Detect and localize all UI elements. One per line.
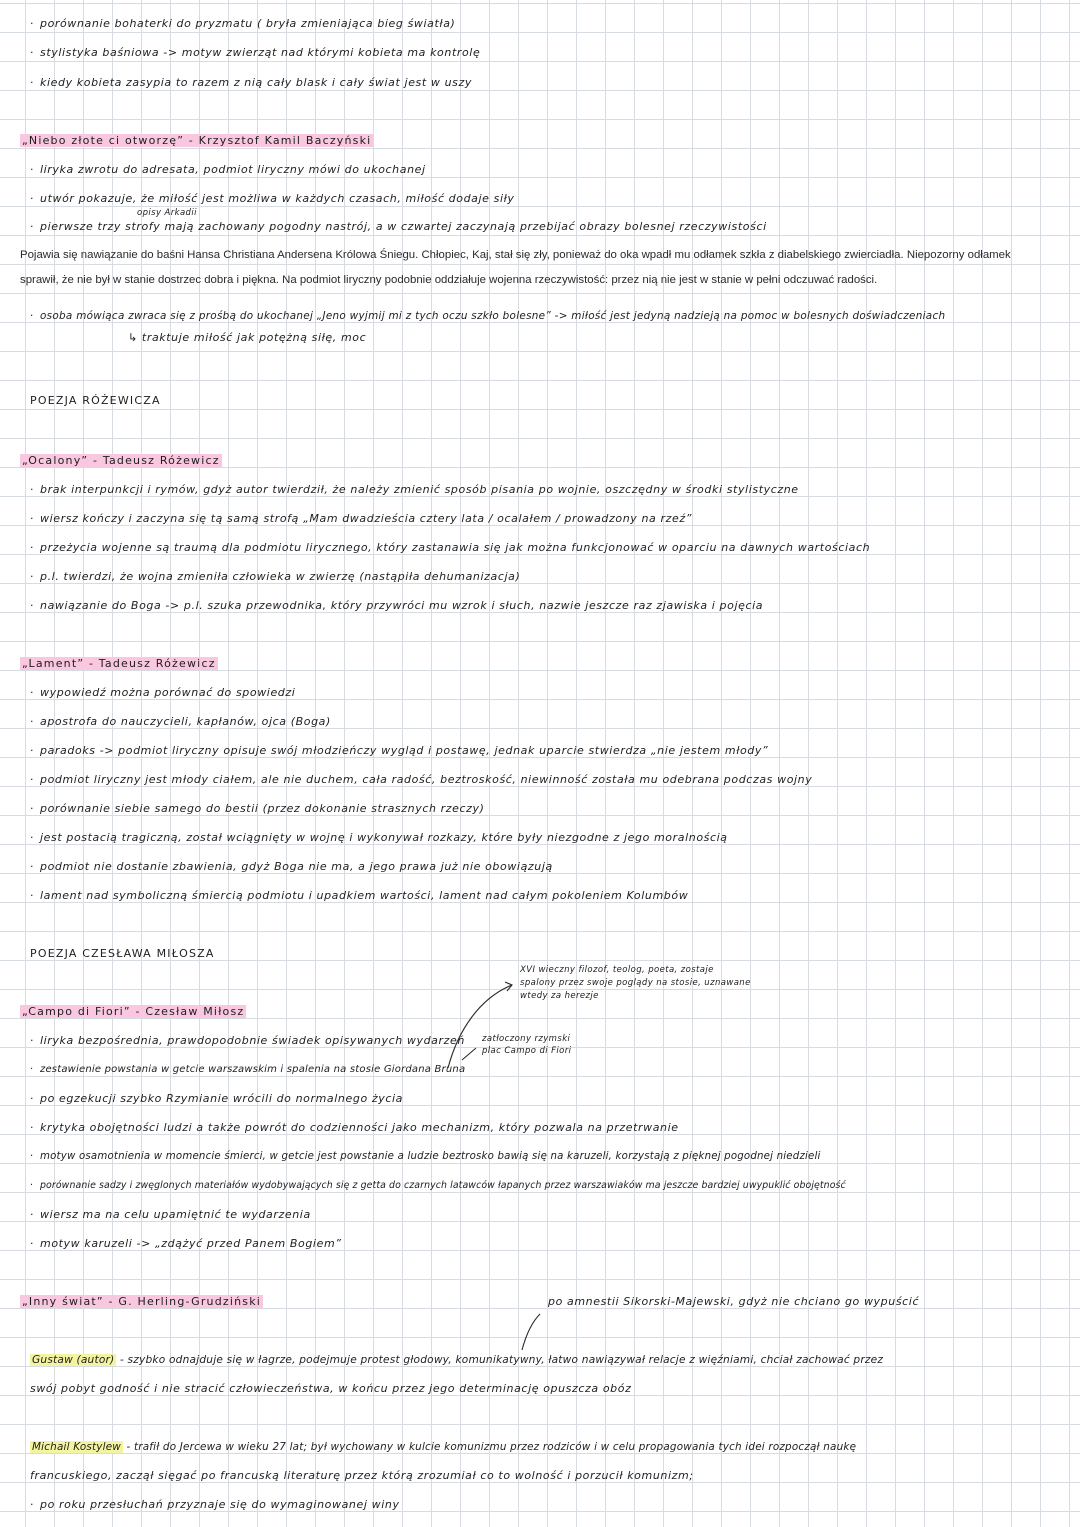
list-item: · kiedy kobieta zasypia to razem z nią cały blask i cały świat jest w uszy — [30, 76, 472, 89]
poem-title: „Lament” - Tadeusz Różewicz — [22, 657, 216, 670]
list-item: · liryka bezpośrednia, prawdopodobnie świadek opisywanych wydarzeń — [30, 1034, 465, 1047]
arrow-to-amnesty-note — [522, 1314, 540, 1350]
list-item: · porównanie sadzy i zwęglonych materiałów wydobywających się z getta do czarnych latawców łapanych przez warszawiaków ma jeszcze bardziej uwypuklić obojętność — [30, 1180, 846, 1191]
character-note: Michail Kostylew - trafił do Jercewa w wieku 27 lat; był wychowany w kulcie komunizmu przez rodziców i w celu propagowania tych idei rozpoczął naukę — [32, 1441, 857, 1453]
character-note: swój pobyt godność i nie stracić człowieczeństwa, w końcu przez jego determinację opuszcza obóz — [30, 1382, 632, 1395]
list-item: · p.l. twierdzi, że wojna zmieniła człowieka w zwierzę (nastąpiła dehumanizacja) — [30, 570, 521, 583]
list-item: · lament nad symboliczną śmiercią podmiotu i upadkiem wartości, lament nad całym pokoleniem Kolumbów — [30, 889, 689, 902]
list-item: · paradoks -> podmiot liryczny opisuje swój młodzieńczy wygląd i postawę, jednak uparcie stwierdza „nie jestem młody” — [30, 744, 769, 757]
list-item: · wiersz ma na celu upamiętnić te wydarzenia — [30, 1208, 311, 1221]
margin-note: plac Campo di Fiori — [482, 1046, 572, 1056]
list-item: · porównanie bohaterki do pryzmatu ( bryła zmieniająca bieg światła) — [30, 17, 456, 30]
margin-note: XVI wieczny filozof, teolog, poeta, zostaje — [520, 965, 714, 975]
typed-note: Pojawia się nawiązanie do baśni Hansa Christiana Andersena Królowa Śniegu. Chłopiec, Kaj, stał się zły, ponieważ do oka wpadł mu odłamek szkła z diabelskiego zwierciadła. Niepozorny odłamek — [20, 249, 1011, 261]
book-title: „Inny świat” - G. Herling-Grudziński — [22, 1295, 262, 1308]
list-item: · po roku przesłuchań przyznaje się do wymaginowanej winy — [30, 1498, 400, 1511]
list-item: · porównanie siebie samego do bestii (przez dokonanie strasznych rzeczy) — [30, 802, 485, 815]
margin-note: spalony przez swoje poglądy na stosie, uznawane — [520, 978, 751, 988]
list-item: · motyw osamotnienia w momencie śmierci, w getcie jest powstanie a ludzie beztrosko bawią się na karuzeli, korzystają z pięknej pogodnej niedzieli — [30, 1151, 821, 1162]
arrow-to-plac-note — [462, 1048, 476, 1060]
list-item: · przeżycia wojenne są traumą dla podmiotu lirycznego, który zastanawia się jak można funkcjonować w oparciu na dawnych wartościach — [30, 541, 871, 554]
list-item: · krytyka obojętności ludzi a także powrót do codzienności jako mechanizm, który pozwala na przetrwanie — [30, 1121, 679, 1134]
poem-title: „Ocalony” - Tadeusz Różewicz — [22, 454, 220, 467]
list-item: · podmiot nie dostanie zbawienia, gdyż Boga nie ma, a jego prawa już nie obowiązują — [30, 860, 553, 873]
list-item: · stylistyka baśniowa -> motyw zwierząt nad którymi kobieta ma kontrolę — [30, 46, 481, 59]
list-item: · pierwsze trzy strofy mają zachowany pogodny nastrój, a w czwartej zaczynają przebijać obrazy bolesnej rzeczywistości — [30, 220, 767, 233]
margin-note: zatłoczony rzymski — [482, 1034, 571, 1044]
character-note: francuskiego, zaczął sięgać po francuską literaturę przez którą zrozumiał co to wolność i porzucił komunizm; — [30, 1469, 694, 1482]
list-item: · liryka zwrotu do adresata, podmiot liryczny mówi do ukochanej — [30, 163, 426, 176]
list-item: · utwór pokazuje, że miłość jest możliwa w każdych czasach, miłość dodaje siły — [30, 192, 515, 205]
list-item: · jest postacią tragiczną, został wciągnięty w wojnę i wykonywał rozkazy, które były niezgodne z jego moralnością — [30, 831, 728, 844]
section-heading: POEZJA CZESŁAWA MIŁOSZA — [30, 947, 215, 960]
list-item: · apostrofa do nauczycieli, kapłanów, ojca (Boga) — [30, 715, 331, 728]
margin-note: wtedy za herezje — [520, 991, 599, 1001]
list-item: · nawiązanie do Boga -> p.l. szuka przewodnika, który przywróci mu wzrok i słuch, nazwie jeszcze raz zjawiska i pojęcia — [30, 599, 764, 612]
character-note: Gustaw (autor) - szybko odnajduje się w łagrze, podejmuje protest głodowy, komunikatywny, łatwo nawiązywał relacje z więźniami, chciał zachować przez — [32, 1354, 884, 1366]
list-item: · podmiot liryczny jest młody ciałem, ale nie duchem, cała radość, beztroskość, niewinność została mu odebrana podczas wojny — [30, 773, 813, 786]
arrow-to-bruno-note — [448, 985, 512, 1068]
list-item: · wiersz kończy i zaczyna się tą samą strofą „Mam dwadzieścia cztery lata / ocalałem / prowadzony na rzeź” — [30, 512, 693, 525]
poem-title: „Niebo złote ci otworzę” - Krzysztof Kamil Baczyński — [22, 134, 372, 147]
list-item: · motyw karuzeli -> „zdążyć przed Panem Bogiem” — [30, 1237, 342, 1250]
list-item: · po egzekucji szybko Rzymianie wrócili do normalnego życia — [30, 1092, 404, 1105]
typed-note: sprawił, że nie był w stanie dostrzec dobra i piękna. Na podmiot liryczny podobnie oddziałuje wojenna rzeczywistość: przez nią nie jest w stanie w pełni odczuwać radości. — [20, 274, 878, 286]
poem-title: „Campo di Fiori” - Czesław Miłosz — [22, 1005, 245, 1018]
margin-note: po amnestii Sikorski-Majewski, gdyż nie chciano go wypuścić — [548, 1295, 920, 1308]
margin-note: opisy Arkadii — [137, 208, 197, 218]
list-item: · wypowiedź można porównać do spowiedzi — [30, 686, 296, 699]
list-item: · osoba mówiąca zwraca się z prośbą do ukochanej „Jeno wyjmij mi z tych oczu szkło bolesne” -> miłość jest jedyną nadzieją na pomoc w bolesnych doświadczeniach — [30, 310, 946, 322]
section-heading: POEZJA RÓŻEWICZA — [30, 394, 161, 407]
list-item: ↳ traktuje miłość jak potężną siłę, moc — [128, 331, 367, 344]
list-item: · brak interpunkcji i rymów, gdyż autor twierdził, że należy zmienić sposób pisania po wojnie, oszczędny w środki stylistyczne — [30, 483, 799, 496]
list-item: · zestawienie powstania w getcie warszawskim i spalenia na stosie Giordana Bruna — [30, 1064, 466, 1075]
